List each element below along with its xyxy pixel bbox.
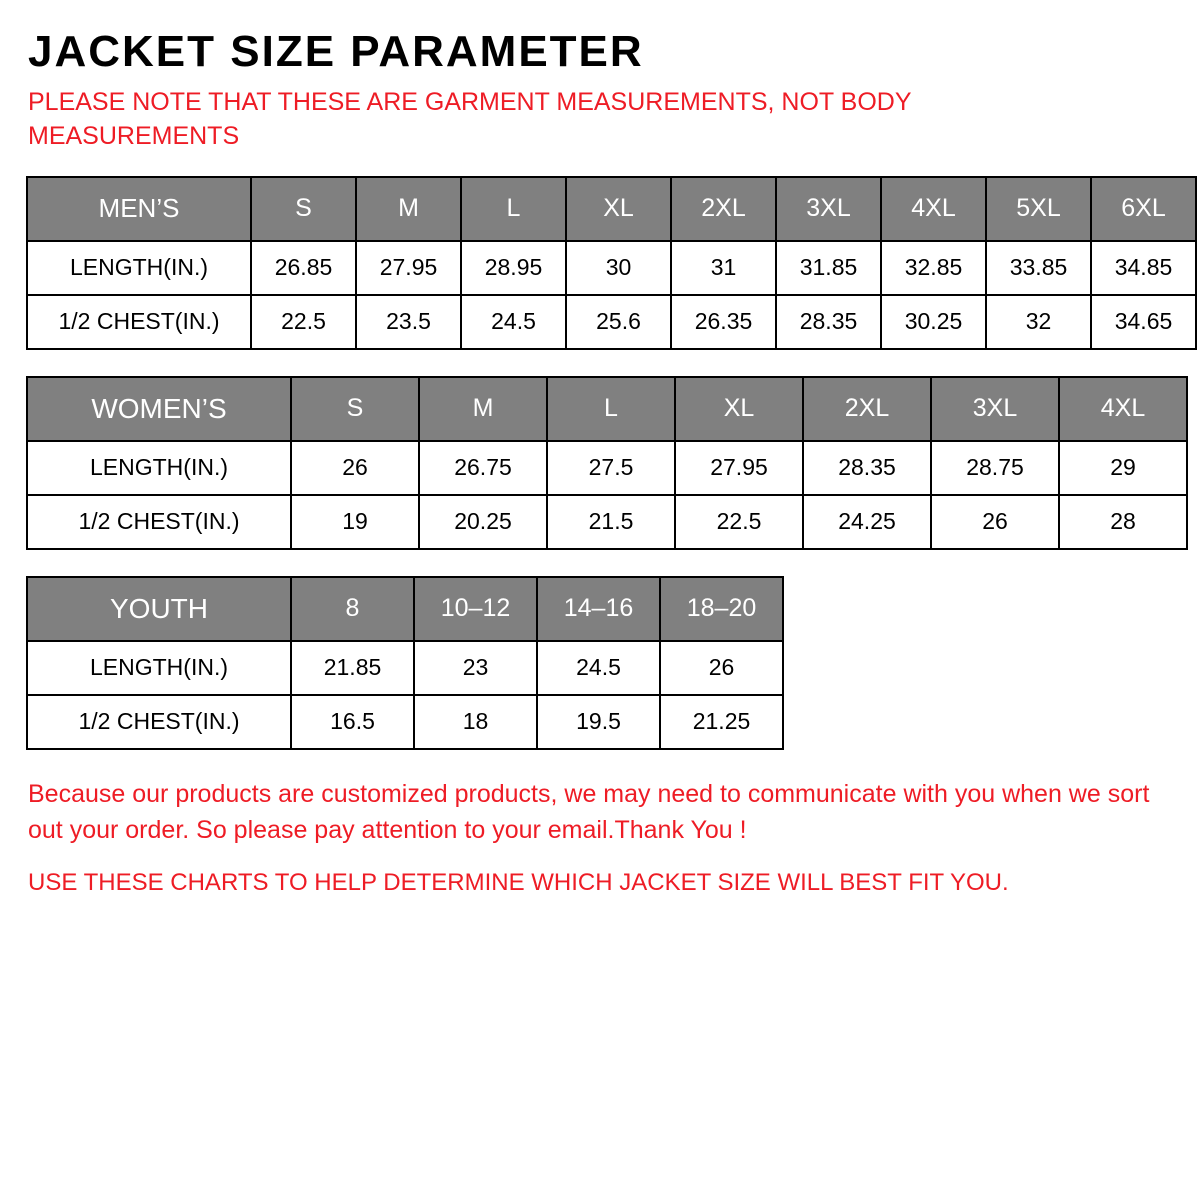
mens-chest-6xl: 34.65 [1091,295,1196,349]
youth-chest-label: 1/2 CHEST(IN.) [27,695,291,749]
womens-length-label: LENGTH(IN.) [27,441,291,495]
youth-size-10-12: 10–12 [414,577,537,641]
mens-length-l: 28.95 [461,241,566,295]
chart-usage-note: USE THESE CHARTS TO HELP DETERMINE WHICH JACKET SIZE WILL BEST FIT YOU. [28,869,1009,897]
mens-length-s: 26.85 [251,241,356,295]
mens-size-2xl: 2XL [671,177,776,241]
womens-length-l: 27.5 [547,441,675,495]
youth-size-8: 8 [291,577,414,641]
mens-length-m: 27.95 [356,241,461,295]
womens-chest-3xl: 26 [931,495,1059,549]
table-header-row [27,377,1187,441]
mens-chest-2xl: 26.35 [671,295,776,349]
mens-length-label: LENGTH(IN.) [27,241,251,295]
womens-length-xl: 27.95 [675,441,803,495]
youth-length-14-16: 24.5 [537,641,660,695]
womens-length-4xl: 29 [1059,441,1187,495]
youth-header-label: YOUTH [27,577,291,641]
womens-chest-4xl: 28 [1059,495,1187,549]
table-row [27,295,1196,349]
mens-length-2xl: 31 [671,241,776,295]
youth-size-14-16: 14–16 [537,577,660,641]
mens-chest-s: 22.5 [251,295,356,349]
womens-size-s: S [291,377,419,441]
womens-chest-xl: 22.5 [675,495,803,549]
womens-chest-2xl: 24.25 [803,495,931,549]
youth-length-18-20: 26 [660,641,783,695]
womens-length-s: 26 [291,441,419,495]
youth-length-label: LENGTH(IN.) [27,641,291,695]
mens-size-m: M [356,177,461,241]
womens-length-m: 26.75 [419,441,547,495]
table-header-row [27,577,783,641]
page-title: JACKET SIZE PARAMETER [28,27,644,76]
table-header-row [27,177,1196,241]
table-row [27,441,1187,495]
mens-length-4xl: 32.85 [881,241,986,295]
mens-chest-5xl: 32 [986,295,1091,349]
womens-chest-s: 19 [291,495,419,549]
youth-length-10-12: 23 [414,641,537,695]
mens-size-3xl: 3XL [776,177,881,241]
youth-chest-8: 16.5 [291,695,414,749]
mens-size-s: S [251,177,356,241]
youth-length-8: 21.85 [291,641,414,695]
table-row [27,641,783,695]
youth-size-table [26,576,784,750]
womens-size-3xl: 3XL [931,377,1059,441]
mens-length-3xl: 31.85 [776,241,881,295]
mens-length-5xl: 33.85 [986,241,1091,295]
mens-chest-label: 1/2 CHEST(IN.) [27,295,251,349]
table-row [27,495,1187,549]
mens-size-l: L [461,177,566,241]
youth-chest-18-20: 21.25 [660,695,783,749]
mens-length-xl: 30 [566,241,671,295]
mens-size-table [26,176,1197,350]
mens-size-6xl: 6XL [1091,177,1196,241]
youth-chest-14-16: 19.5 [537,695,660,749]
womens-size-m: M [419,377,547,441]
mens-size-4xl: 4XL [881,177,986,241]
mens-size-xl: XL [566,177,671,241]
youth-size-18-20: 18–20 [660,577,783,641]
womens-size-xl: XL [675,377,803,441]
womens-length-3xl: 28.75 [931,441,1059,495]
mens-chest-4xl: 30.25 [881,295,986,349]
mens-chest-m: 23.5 [356,295,461,349]
womens-size-4xl: 4XL [1059,377,1187,441]
womens-size-2xl: 2XL [803,377,931,441]
table-row [27,241,1196,295]
mens-size-5xl: 5XL [986,177,1091,241]
youth-chest-10-12: 18 [414,695,537,749]
mens-length-6xl: 34.85 [1091,241,1196,295]
womens-chest-l: 21.5 [547,495,675,549]
womens-size-l: L [547,377,675,441]
mens-header-label: MEN’S [27,177,251,241]
mens-chest-3xl: 28.35 [776,295,881,349]
measurement-note: PLEASE NOTE THAT THESE ARE GARMENT MEASUREMENTS, NOT BODY MEASUREMENTS [28,88,912,151]
mens-chest-xl: 25.6 [566,295,671,349]
womens-chest-m: 20.25 [419,495,547,549]
womens-header-label: WOMEN’S [27,377,291,441]
mens-chest-l: 24.5 [461,295,566,349]
womens-size-table [26,376,1188,550]
womens-length-2xl: 28.35 [803,441,931,495]
table-row [27,695,783,749]
womens-chest-label: 1/2 CHEST(IN.) [27,495,291,549]
customization-note: Because our products are customized products, we may need to communicate with you when we sort out your order. So please pay attention to your email.Thank You ! [28,779,1150,845]
